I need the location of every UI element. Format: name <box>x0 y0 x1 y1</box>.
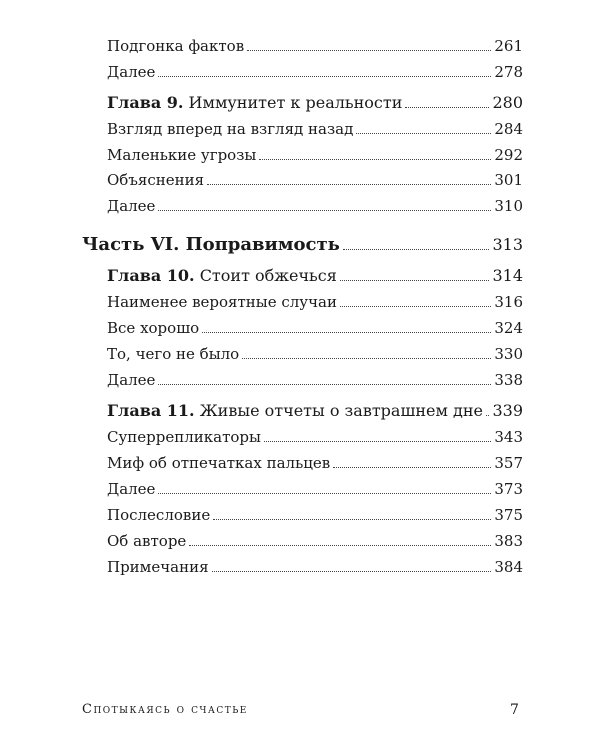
dot-leader <box>340 305 491 307</box>
toc-entry-title: Об авторе <box>107 532 187 550</box>
toc-entry-title <box>107 401 483 421</box>
toc-entry-page: 384 <box>494 558 523 576</box>
dot-leader <box>264 440 491 442</box>
toc-entry <box>107 531 523 551</box>
toc-entry-title: Далее <box>107 480 156 498</box>
toc-entry-page: 339 <box>492 401 523 420</box>
toc-entry-page: 324 <box>494 319 523 337</box>
toc-entry-title: То, чего не было <box>107 345 240 363</box>
chapter-label: Глава 9. <box>107 93 184 112</box>
dot-leader <box>486 414 489 416</box>
toc-entry-title: Наименее вероятные случаи <box>107 293 337 311</box>
dot-leader <box>356 132 491 134</box>
dot-leader <box>247 49 491 51</box>
toc-entry <box>107 557 523 577</box>
toc-entry-page: 310 <box>494 197 523 215</box>
toc-entry-page: 301 <box>494 171 523 189</box>
toc-entry-page: 261 <box>494 37 523 55</box>
running-footer-book-title: Спотыкаясь о счастье <box>82 702 248 717</box>
toc-chapter-entry <box>107 266 523 286</box>
toc-entry <box>107 196 523 216</box>
toc-entry <box>107 427 523 447</box>
chapter-label: Глава 10. <box>107 266 195 285</box>
toc-chapter-entry <box>107 93 523 113</box>
dot-leader <box>213 518 491 520</box>
toc-entry <box>107 453 523 473</box>
toc-entry-page: 284 <box>494 120 523 138</box>
dot-leader <box>158 492 491 494</box>
dot-leader <box>405 106 489 108</box>
toc-entry-title: Часть VI. Поправимость <box>82 234 340 255</box>
dot-leader <box>158 75 491 77</box>
toc-entry-title: Далее <box>107 197 156 215</box>
chapter-title: Стоит обжечься <box>199 266 337 285</box>
toc-entry-page: 278 <box>494 63 523 81</box>
toc-entry-title: Все хорошо <box>107 319 200 337</box>
toc-entry-page: 343 <box>494 428 523 446</box>
dot-leader <box>189 544 491 546</box>
toc-entry <box>107 505 523 525</box>
toc-entry <box>107 36 523 56</box>
toc-entry-page: 330 <box>494 345 523 363</box>
chapter-label: Глава 11. <box>107 401 195 420</box>
toc-entry-page: 292 <box>494 146 523 164</box>
toc-entry <box>107 479 523 499</box>
dot-leader <box>259 158 491 160</box>
toc-entry <box>107 119 523 139</box>
dot-leader <box>202 331 491 333</box>
toc-entry <box>107 344 523 364</box>
toc-chapter-entry <box>107 401 523 421</box>
dot-leader <box>340 279 490 281</box>
toc-entry <box>107 370 523 390</box>
toc-entry-page: 375 <box>494 506 523 524</box>
toc-entry-page: 316 <box>494 293 523 311</box>
toc-entry-title: Взгляд вперед на взгляд назад <box>107 120 354 138</box>
toc-entry <box>107 145 523 165</box>
dot-leader <box>242 357 491 359</box>
toc-entry <box>107 62 523 82</box>
toc-entry-page: 280 <box>492 93 523 112</box>
toc-entry-title: Далее <box>107 371 156 389</box>
dot-leader <box>158 209 491 211</box>
dot-leader <box>343 248 490 250</box>
dot-leader <box>207 183 491 185</box>
toc-entry-title: Примечания <box>107 558 209 576</box>
toc-entry-page: 383 <box>494 532 523 550</box>
toc-part-entry <box>82 235 523 255</box>
chapter-title: Живые отчеты о завтрашнем дне <box>199 401 483 420</box>
toc-entry <box>107 292 523 312</box>
toc-entry-title: Миф об отпечатках пальцев <box>107 454 331 472</box>
toc-entry-page: 357 <box>494 454 523 472</box>
toc-entry-title: Подгонка фактов <box>107 37 245 55</box>
toc-entry-page: 338 <box>494 371 523 389</box>
chapter-title: Иммунитет к реальности <box>188 93 403 112</box>
toc-entry <box>107 170 523 190</box>
toc-entry-page: 313 <box>492 235 523 254</box>
toc-entry <box>107 318 523 338</box>
page-number: 7 <box>510 702 519 718</box>
toc-entry-title <box>107 93 402 113</box>
toc-entry-title <box>107 266 337 286</box>
toc-entry-page: 373 <box>494 480 523 498</box>
toc-entry-title: Объяснения <box>107 171 205 189</box>
toc-entry-title: Далее <box>107 63 156 81</box>
toc-entry-page: 314 <box>492 266 523 285</box>
dot-leader <box>333 466 491 468</box>
toc-entry-title: Суперрепликаторы <box>107 428 261 446</box>
dot-leader <box>158 383 491 385</box>
dot-leader <box>212 570 492 572</box>
toc-entry-title: Послесловие <box>107 506 211 524</box>
toc-entry-title: Маленькие угрозы <box>107 146 257 164</box>
